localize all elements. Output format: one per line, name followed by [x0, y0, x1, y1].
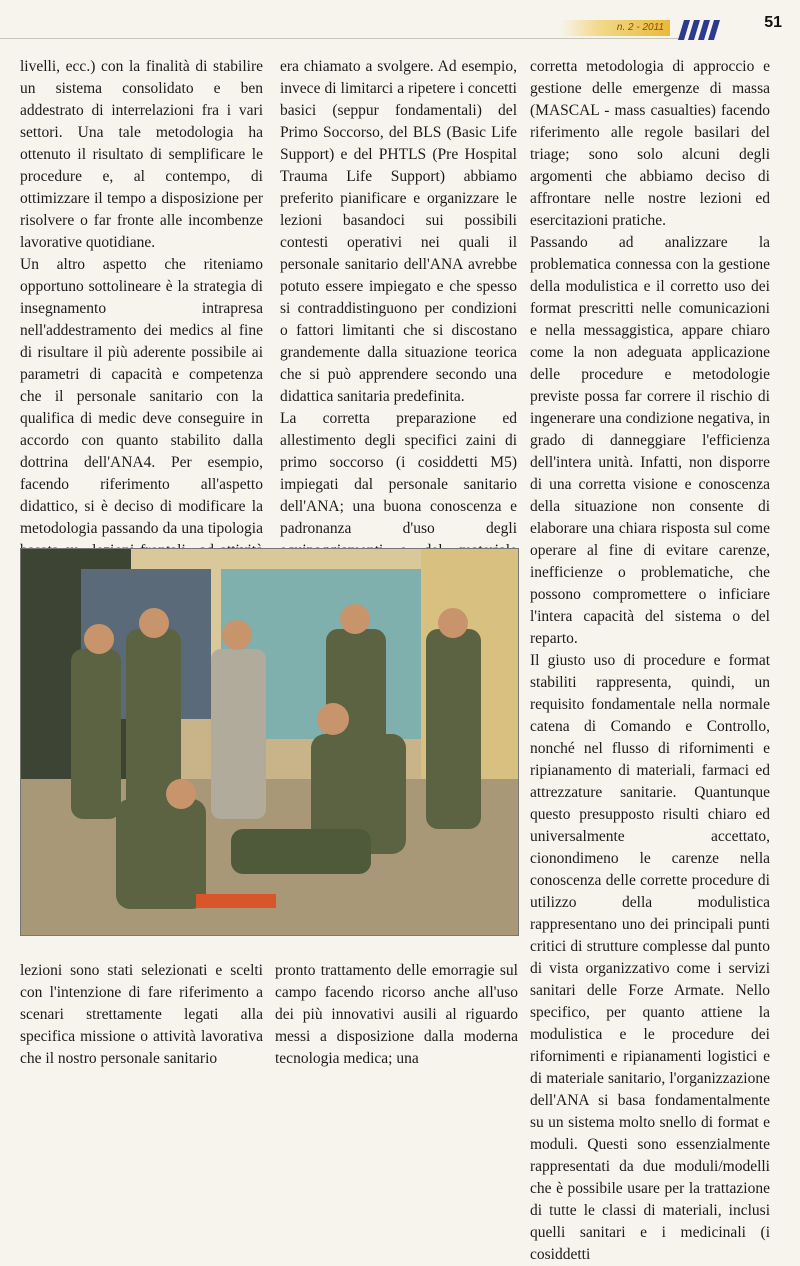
- page-number: 51: [764, 14, 782, 31]
- header-rule: [0, 38, 680, 39]
- column-1: [20, 56, 263, 628]
- issue-band: [560, 20, 670, 36]
- paragraph: livelli, ecc.) con la finalità di stabilire un sistema consolidato e ben addestrato di interrelazioni fra i vari settori. Una tale metodologia ha ottenuto il risultato di semplificare le procedure e, al contempo, di ottimizzare il tempo a disposizione per risolvere o far fronte alle incombenze lavorative quotidiane.: [20, 58, 263, 251]
- column-2: [280, 56, 517, 628]
- column-5: [275, 960, 518, 1070]
- paragraph: Passando ad analizzare la problematica connessa con la gestione della modulistica e il corretto uso dei format prescritti nelle comunicazioni e nella messaggistica, appare chiaro come la non adeguata applicazione delle procedure e metodologie previste possa far correre il rischio di ingenerare una condizione negativa, in grado di danneggiare l'efficienza dell'intera unità. Infatti, non disporre di una corretta visione e conoscenza della situazione non consente di elaborare una chiara risposta sul come operare al fine di evitare carenze, inefficienze o problematiche, che possono compromettere o inficiare l'intera capacità del sistema o del reparto.: [530, 234, 770, 647]
- paragraph: Un altro aspetto che riteniamo opportuno sottolineare è la strategia di insegnamento intrapresa nell'addestramento dei medics al fine di risultare il più aderente possibile ai parametri di capacità e competenza che il personale sanitario con la qualifica di medic deve conseguire in accordo con quanto stabilito dalla dottrina dell'ANA4. Per esempio, facendo riferimento all'aspetto didattico, si è deciso di modificare la metodologia passando da una tipologia: [20, 256, 263, 537]
- paragraph: corretta metodologia di approccio e gestione delle emergenze di massa (MASCAL - mass casualties) facendo riferimento alle regole basilari del triage; sono solo alcuni degli argomenti che abbiamo deciso di affrontare nelle nostre lezioni ed esercitazioni pratiche.: [530, 58, 770, 229]
- column-4: [20, 960, 263, 1070]
- page-header: [0, 0, 800, 44]
- paragraph: era chiamato a svolgere. Ad esempio, invece di limitarci a ripetere i concetti basici (seppur fondamentali) del Primo Soccorso, del BLS (Basic Life Support) e del PHTLS (Pre Hospital Trauma Life Support) abbiamo preferito pianificare e organizzare le lezioni basandoci sui possibili contesti operativi nei quali il personale sanitario dell'ANA avrebbe potuto essere impiegato e che spesso si contraddistinguono per condizioni o fattori limitanti che si discostano grandemente dalla situazione teorica che si può apprendere secondo una didattica sanitaria predefinita.: [280, 58, 517, 405]
- stripes-logo: [670, 18, 722, 40]
- paragraph: pronto trattamento delle emorragie sul campo facendo ricorso anche all'uso dei più innovativi ausili al riguardo messi a disposizione dalla moderna tecnologia medica; una: [275, 962, 518, 1067]
- column-3: [530, 56, 770, 1266]
- paragraph: La corretta preparazione ed allestimento degli specifici zaini di primo soccorso (i cosiddetti M5) impiegati dal personale sanitario dell'ANA; una buona conoscenza e padronanza d'uso degli: [280, 410, 517, 537]
- photo-illustration: [21, 549, 518, 935]
- issue-label: n. 2 - 2011: [616, 22, 664, 33]
- paragraph: Il giusto uso di procedure e format stabiliti rappresenta, quindi, un requisito fondamentale nella normale catena di Comando e Controllo, nonché nel flusso di rifornimenti e ripianamento di materiali, farmaci ed attrezzature sanitarie. Quantunque questo presupposto risulti chiaro ed universalmente accettato, cionondimeno le carenze nella conoscenza delle corrette procedure di utilizzo della modulistica rappresentano uno dei principali punti critici di strutture complesse dal punto di vista organizzativo come i servizi sanitari delle Forze Armate. Nello specifico, per quanto attiene la modulistica e le procedure dei rifornimenti e ripianamenti logistici e di materiale sanitario, l'organizzazione dell'ANA si basa fondamentalmente su un sistema molto snello di format e moduli. Questi sono essenzialmente rappresentati da due moduli/modelli che è possibile usare per la trattazione di tutte le classi di materiali, inclusi quelli sanitari e i medicinali (i cosiddetti: [530, 652, 770, 1263]
- paragraph: lezioni sono stati selezionati e scelti con l'intenzione di fare riferimento a scenari strettamente legati alla specifica missione o attività lavorativa che il nostro personale sanitario: [20, 962, 263, 1067]
- training-photo: [20, 548, 519, 936]
